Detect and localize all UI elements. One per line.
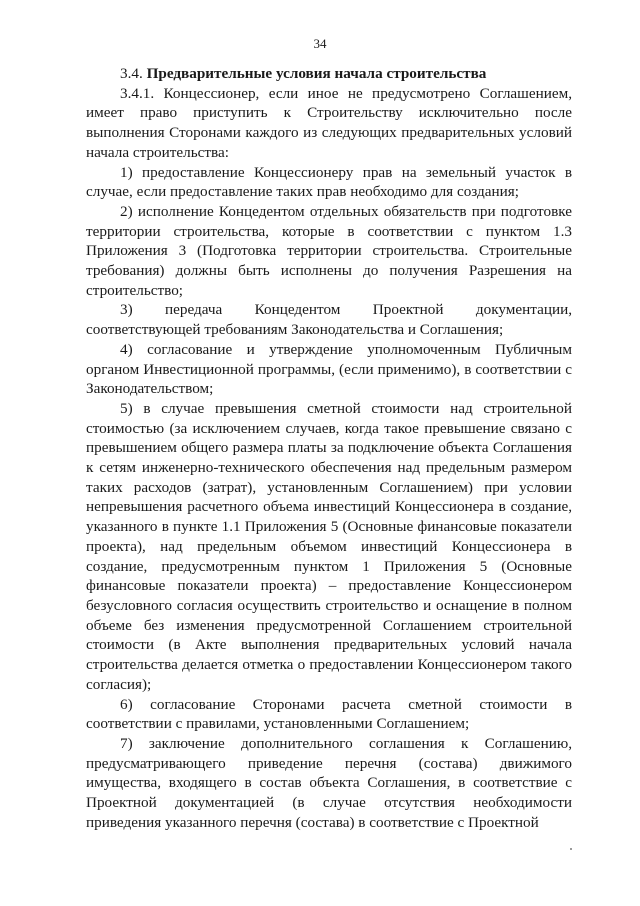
list-item-number: 5): [120, 399, 133, 417]
section-heading: [86, 64, 572, 84]
list-item-number: 3): [120, 301, 133, 319]
list-item-text: согласование Сторонами расчета сметной стоимости в соответствии с правилами, установленными Соглашением;: [86, 695, 572, 733]
list-item-number: 2): [120, 202, 133, 220]
list-item-text: предоставление Концессионеру прав на земельный участок в случае, если предоставление таких прав необходимо для создания;: [86, 163, 573, 201]
list-item-2: [86, 202, 572, 301]
list-item-1: [86, 163, 572, 202]
list-item-3: [86, 300, 572, 339]
list-item-6: [86, 695, 572, 734]
list-item-5: [86, 399, 572, 695]
list-item-text: передача Концедентом Проектной документации, соответствующей требованиям Законодательства и Соглашения;: [86, 301, 572, 339]
list-item-number: 7): [120, 734, 133, 752]
list-item-7: [86, 734, 572, 833]
list-item-number: 1): [120, 163, 133, 181]
scan-speck: [570, 848, 572, 850]
list-item-text: исполнение Концедентом отдельных обязательств при подготовке территории строительства, которые в соответствии с пунктом 1.3 Приложения 3 (Подготовка территории строительства. Строительные требования) должны быть исполнены до получения Разрешения на строительство;: [86, 202, 572, 299]
document-body: [86, 64, 572, 832]
list-item-4: [86, 340, 572, 399]
list-item-number: 6): [120, 695, 133, 713]
list-item-text: согласование и утверждение уполномоченным Публичным органом Инвестиционной программы, (если применимо), в соответствии с Законодательством;: [86, 340, 572, 398]
list-item-text: заключение дополнительного соглашения к Соглашению, предусматривающего приведение перечня (состава) движимого имущества, входящего в состав объекта Соглашения, в соответствие с Проектной документацией (в случае отсутствия необходимости приведения указанного перечня (состава) в соответствие с Проектной: [86, 734, 573, 831]
page-number: 34: [313, 36, 327, 51]
intro-paragraph: 3.4.1. Концессионер, если иное не предусмотрено Соглашением, имеет право приступить к Строительству исключительно после выполнения Сторонами каждого из следующих предварительных условий начала строительства:: [86, 84, 572, 161]
section-number: 3.4.: [120, 65, 143, 82]
list-item-number: 4): [120, 340, 133, 358]
section-title: Предварительные условия начала строительства: [146, 65, 487, 82]
list-item-text: в случае превышения сметной стоимости над строительной стоимостью (за исключением случаев, когда такое превышение связано с превышением общего размера платы за подключение объекта Соглашения к сетям инженерно-технического обеспечения над предельным размером таких расходов (затрат), установленным Соглашением) при условии непревышения расчетного объема инвестиций Концессионера в создание, указанного в пункте 1.1 Приложения 5 (Основные финансовые показатели проекта), над предельным объемом инвестиций Концессионера в создание, предусмотренным пунктом 1 Приложения 5 (Основные финансовые показатели проекта) – предоставление Концессионером безусловного согласия осуществить строительство и оснащение в полном объеме без изменения предусмотренной Соглашением строительной стоимости (в Акте выполнения предварительных условий начала строительства делается отметка о предоставлении Концессионером такого согласия);: [86, 399, 573, 693]
